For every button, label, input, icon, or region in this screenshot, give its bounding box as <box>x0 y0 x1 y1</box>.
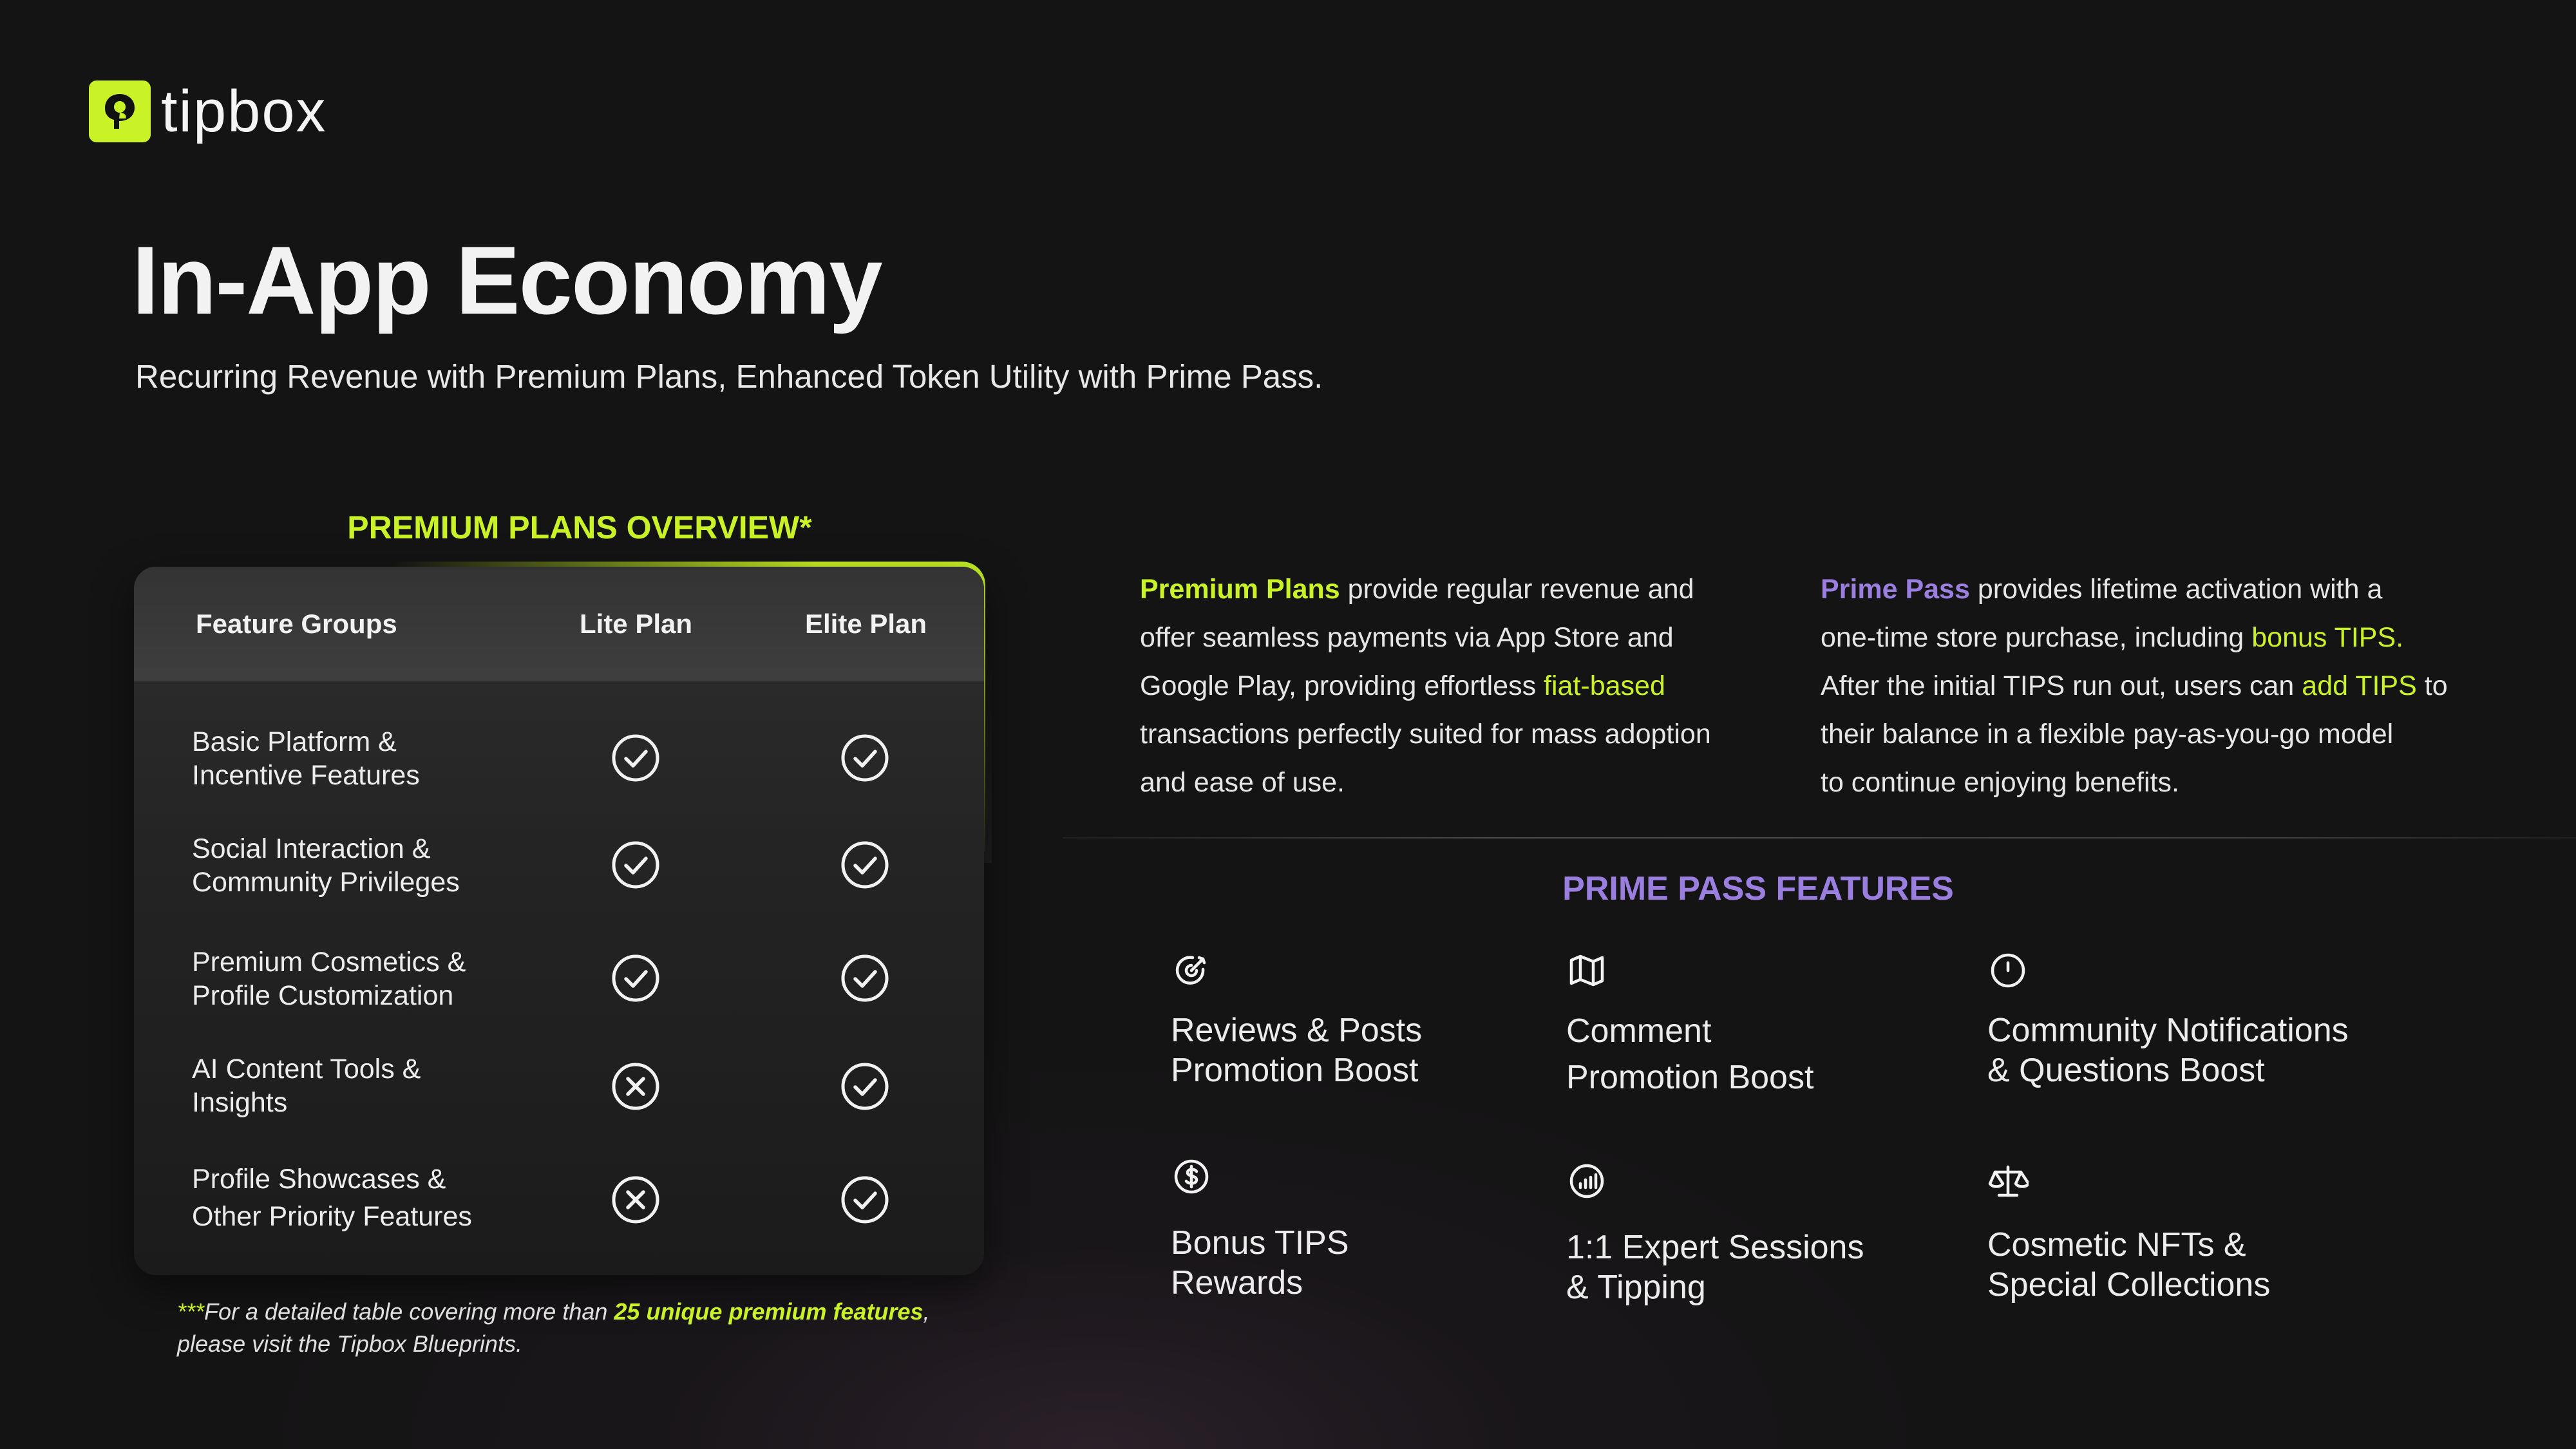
feature-bonus-tips <box>1171 1156 1349 1303</box>
clock-icon <box>1987 950 2029 991</box>
row-label-line: Insights <box>192 1087 288 1118</box>
brand-logo <box>89 80 327 142</box>
footnote-prefix: *** <box>177 1298 205 1325</box>
feature-label-line: Community Notifications <box>1987 1012 2349 1049</box>
column-header-lite-plan: Lite Plan <box>580 609 693 639</box>
feature-label-line: Rewards <box>1171 1264 1303 1302</box>
feature-label <box>1171 1223 1349 1303</box>
check-icon <box>611 840 661 890</box>
feature-reviews-posts-boost <box>1171 950 1422 1090</box>
plans-footnote <box>177 1296 930 1360</box>
paragraph-text: Google Play, providing effortless <box>1140 670 1544 701</box>
paragraph-text: to <box>2416 670 2448 701</box>
feature-label-line: 1:1 Expert Sessions <box>1566 1229 1864 1266</box>
feature-label-line: & Tipping <box>1566 1269 1706 1306</box>
paragraph-text: one-time store purchase, including <box>1821 622 2252 653</box>
row-label-line: Profile Customization <box>192 980 454 1011</box>
dollar-coin-icon <box>1171 1156 1212 1197</box>
feature-label-line: Reviews & Posts <box>1171 1012 1423 1049</box>
fiat-based-highlight: fiat-based <box>1544 670 1665 701</box>
cross-icon <box>611 1061 661 1112</box>
brand-name: tipbox <box>161 79 327 144</box>
feature-cosmetic-nfts <box>1987 1160 2270 1305</box>
chart-badge-icon <box>1566 1160 1607 1202</box>
table-row-label <box>192 725 420 792</box>
paragraph-text: After the initial TIPS run out, users can <box>1821 670 2302 701</box>
paragraph-line: offer seamless payments via App Store and <box>1140 622 1674 653</box>
plans-table <box>134 567 984 1275</box>
prime-pass-heading: PRIME PASS FEATURES <box>1562 870 1954 907</box>
tipbox-logo-icon <box>89 80 151 142</box>
check-icon <box>840 733 890 783</box>
column-header-elite-plan: Elite Plan <box>805 609 927 639</box>
paragraph-line: transactions perfectly suited for mass adoption <box>1140 719 1711 750</box>
feature-label-line: & Questions Boost <box>1987 1052 2265 1089</box>
check-icon <box>611 953 661 1003</box>
footnote-line-2: please visit the Tipbox Blueprints. <box>177 1331 522 1357</box>
feature-label <box>1566 1008 1814 1101</box>
page-subtitle: Recurring Revenue with Premium Plans, Enhanced Token Utility with Prime Pass. <box>135 358 1323 395</box>
cross-icon <box>611 1175 661 1225</box>
plans-heading: PREMIUM PLANS OVERVIEW* <box>347 509 812 545</box>
paragraph-line: and ease of use. <box>1140 767 1345 798</box>
feature-community-notifications-boost <box>1987 950 2349 1090</box>
footnote-text: For a detailed table covering more than <box>204 1298 614 1325</box>
check-icon <box>840 1061 890 1112</box>
row-label-line: Community Privileges <box>192 867 460 898</box>
page-title: In-App Economy <box>132 226 882 334</box>
column-header-feature-groups: Feature Groups <box>196 609 397 639</box>
row-label-line: Basic Platform & <box>192 726 397 757</box>
target-icon <box>1171 950 1212 991</box>
prime-pass-paragraph <box>1821 565 2448 807</box>
feature-label-line: Promotion Boost <box>1566 1059 1814 1096</box>
feature-label-line: Cosmetic NFTs & <box>1987 1226 2246 1264</box>
feature-expert-sessions <box>1566 1160 1864 1307</box>
table-header <box>134 567 984 681</box>
feature-label-line: Promotion Boost <box>1171 1052 1419 1089</box>
table-row-label <box>192 832 460 899</box>
row-label-line: Premium Cosmetics & <box>192 947 466 978</box>
feature-label <box>1566 1227 1864 1307</box>
table-row-label <box>192 945 466 1012</box>
row-label-line: Social Interaction & <box>192 833 431 864</box>
paragraph-text: provides lifetime activation with a <box>1969 574 2383 605</box>
row-label-line: Other Priority Features <box>192 1201 472 1232</box>
check-icon <box>840 953 890 1003</box>
table-row-label <box>192 1052 421 1119</box>
check-icon <box>611 733 661 783</box>
row-label-line: Incentive Features <box>192 760 420 791</box>
premium-plans-paragraph <box>1140 565 1711 807</box>
premium-plans-highlight: Premium Plans <box>1140 574 1340 605</box>
map-icon <box>1566 950 1607 991</box>
row-label-line: Profile Showcases & <box>192 1164 446 1195</box>
feature-label-line: Special Collections <box>1987 1266 2271 1303</box>
scales-icon <box>1987 1160 2029 1202</box>
footnote-highlight: 25 unique premium features <box>614 1298 923 1325</box>
section-divider <box>1063 837 2576 838</box>
footnote-line-1 <box>177 1296 930 1328</box>
table-row-label <box>192 1160 472 1235</box>
feature-comment-boost <box>1566 950 1814 1101</box>
feature-label-line: Bonus TIPS <box>1171 1224 1349 1262</box>
bonus-tips-highlight: bonus TIPS. <box>2251 622 2404 653</box>
feature-label <box>1987 1225 2270 1305</box>
feature-label-line: Comment <box>1566 1012 1712 1050</box>
add-tips-highlight: add TIPS <box>2302 670 2417 701</box>
check-icon <box>840 1175 890 1225</box>
prime-pass-highlight: Prime Pass <box>1821 574 1970 605</box>
paragraph-line: their balance in a flexible pay-as-you-go model <box>1821 719 2394 750</box>
paragraph-line: to continue enjoying benefits. <box>1821 767 2180 798</box>
check-icon <box>840 840 890 890</box>
feature-label <box>1987 1010 2349 1090</box>
row-label-line: AI Content Tools & <box>192 1054 421 1084</box>
footnote-suffix: , <box>923 1298 930 1325</box>
paragraph-text: provide regular revenue and <box>1340 574 1694 605</box>
feature-label <box>1171 1010 1422 1090</box>
